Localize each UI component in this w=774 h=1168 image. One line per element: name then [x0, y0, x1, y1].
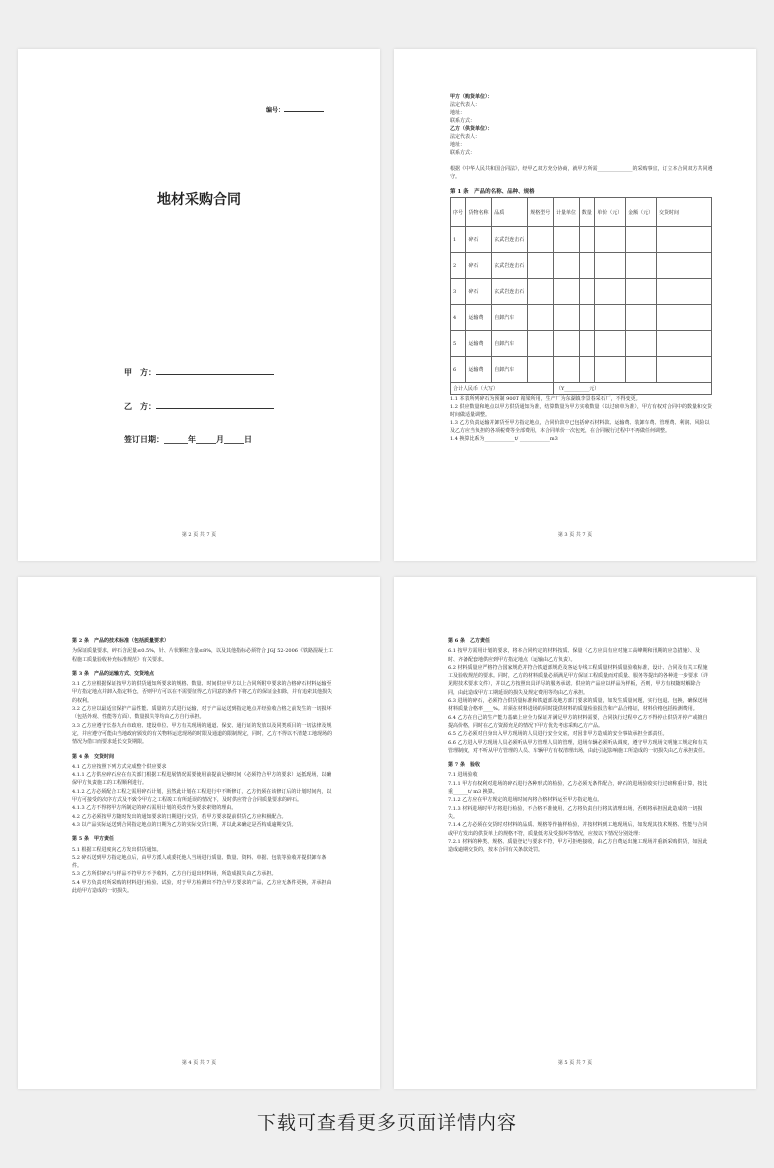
col-header: 交货时间 [657, 198, 712, 227]
cell: 玄武岩连击石 [492, 227, 528, 253]
clause-paragraph: 7.1.1 甲方有权利对进场的碎石进行各种形式的检验，乙方必须无条件配合，碎石的进场验收实行过磅称重计算，按比重______t/ m3 换算。 [448, 780, 708, 796]
note-paragraph: 1.1 本表所列碎石为预制 900T 箱梁所用，生产厂为东湖镇李景春采石厂，不得变更。 [450, 396, 641, 402]
party-b-label: 乙 方： [124, 401, 156, 411]
clause-paragraph: 4.1.1 乙方供应碎石应在有关部门根据工程进展情况需要使用前提前足够时间（必须符合甲方的要求）运抵现场，以确保甲方负责施工的工程顺利进行。 [72, 772, 332, 787]
party-a-field: 联系方式： [450, 118, 476, 124]
document-page-3 [394, 49, 756, 561]
party-b-title: 乙方（供货单位）： [450, 126, 493, 132]
party-b-field: 法定代表人： [450, 134, 481, 140]
note-paragraph: 1.3 乙方负责运输并卸货至甲方指定地点，合同价款中已包括碎石材料款、运输费、装卸车费、管理费、利润、风险以及乙方应当负担的各项税费等全部费用，本合同单价一次包死，在合同履行过程中不再做任何调整。 [450, 420, 710, 434]
col-header: 金额（元） [626, 198, 657, 227]
serial-number-label [266, 105, 324, 114]
table-header-row [451, 198, 712, 227]
article-heading: 第 7 条 验收 [448, 762, 480, 769]
clause-paragraph: 6.5 乙方必须对自身出入甲方现场的人员进行安全交底，对因非甲方造成的安全事故承担全部责任。 [448, 731, 668, 738]
cell: 3 [451, 279, 466, 305]
party-a-title: 甲方（购货单位）： [450, 94, 493, 100]
contract-intro: 根据《中华人民共和国合同法》，经甲乙双方充分协商，就甲方所需______________的采购事宜，订立本合同双方共同遵守。 [450, 166, 713, 180]
cell: 自卸汽车 [492, 357, 528, 383]
page-footer: 第 5 页 共 7 页 [557, 1060, 593, 1066]
table-row [451, 227, 712, 253]
clause-paragraph: 7.1.3 材料进场时甲方将进行检验，不合格不准使用，乙方将负责自行将其清理出场，否则将承担因此造成的一切损失。 [448, 805, 703, 820]
clause-paragraph: 4.1.2 乙方必须配合工程之需用碎石计划，虽然此计划在工程进行中不断修订，乙方仍须在该修订后的计划时间内，以甲方可接受的次序方式及不致令甲方之工程竣工有所延误的情况下，及时供应符合合同质量要求的碎石。 [72, 788, 332, 804]
serial-label-text: 编号： [265, 107, 284, 114]
col-header: 单价（元） [595, 198, 626, 227]
cell: 运输费 [466, 331, 492, 357]
clause-paragraph: 3.3 乙方应遵守长春九台市政府、建设单位、甲方有关现场的通道、保安、通行证的发放以及同类项目的一切法律及规定，并应遵守可能由当地政府颁发的有关物料运送现场的时限及通道的限制规定，同时，乙方不得以不清楚工地现场的情况为借口而要求延长交货期限。 [72, 722, 333, 746]
clause-paragraph: 4.3 以产品实际运送到合同指定地点的日期为乙方的实际交货日期，并以此来确定是否构成逾期交货。 [72, 821, 297, 828]
clause-paragraph: 7.1.2 乙方应在甲方规定的进场时间内将合格材料运至甲方指定地点。 [448, 797, 603, 804]
party-a-line [124, 367, 274, 378]
party-a-field: 法定代表人： [450, 102, 481, 108]
cell: 玄武岩连击石 [492, 253, 528, 279]
total-value: （Y__________元） [553, 383, 711, 395]
document-page-4 [18, 577, 380, 1089]
clause-paragraph: 5.4 甲方负责对所采购的材料进行检验、试验，对于甲方检测出不符合甲方要求的产品，乙方应无条件更换，并承担由此给甲方造成的一切损失。 [72, 879, 332, 895]
clause-paragraph: 4.2 乙方必须按甲方随时发出的通知要求的日期进行交货，若甲方要求提前供货乙方应积极配合。 [72, 813, 287, 820]
article-heading: 第 5 条 甲方责任 [72, 836, 114, 843]
page-footer: 第 2 页 共 7 页 [181, 532, 217, 538]
cell: 自卸汽车 [492, 331, 528, 357]
clause-paragraph: 6.1 按甲方需用计划的要求，将本合同约定的材料按质、保量（乙方应具有应对施工高峰期和汛期的应急措施）、及时、齐备配套地供应到甲方指定地点（运输由乙方负责）。 [448, 648, 701, 663]
party-a-label: 甲 方： [124, 367, 156, 377]
contract-title: 地材采购合同 [157, 192, 241, 208]
product-table [450, 197, 712, 395]
clause-paragraph: 7.1.4 乙方必须在交货时对材料的品质、规格等作抽样检验，并按材料到工地现场后，如发现其技术规格、性能与合同或甲方发出的供货单上的规格不符，质量低劣及受损坏等情况，应按以下情况分别处理： [448, 822, 708, 837]
document-page-2 [18, 49, 380, 561]
page-5-body [448, 631, 710, 854]
clause-paragraph: 5.1 根据工程进度向乙方发出供货通知。 [72, 846, 162, 853]
cell: 碎石 [466, 253, 492, 279]
table-row [451, 305, 712, 331]
cell: 碎石 [466, 227, 492, 253]
party-b-field: 地址： [450, 142, 466, 148]
col-header: 货物名称 [466, 198, 492, 227]
table-row [451, 357, 712, 383]
cell: 4 [451, 305, 466, 331]
note-paragraph: 1.4 换算比系为____________t/ ____________m3 [450, 436, 558, 442]
clause-paragraph: 4.1.3 乙方不得将甲方所制定的碎石需用计划的更改作为要求索赔的理由。 [72, 805, 237, 812]
clause-paragraph: 7.1 进场验收 [448, 772, 478, 779]
clause-paragraph: 6.4 乙方在自己的生产能力基础上应全力保证并满足甲方的材料需要，合同执行过程中乙方不得停止供货并停产或擅自提高价格，同时在乙方资源充足的情况下甲方优先考虑采购乙方产品。 [448, 714, 708, 729]
table-row [451, 253, 712, 279]
clause-paragraph: 3.1 乙方应根据保证按甲方的供货通知所要求的规格、数量、时间供应甲方以上合同所附中要求的合格碎石材料运输至甲方指定地点并卸入指定料仓，否则甲方可以在不需要征得乙方同意的条件下将乙方的保证金扣除，并有追索其他损失的权利。 [72, 681, 333, 704]
page-footer: 第 3 页 共 7 页 [557, 532, 593, 538]
cell: 5 [451, 331, 466, 357]
article-heading: 第 4 条 交货时间 [72, 753, 114, 760]
col-header: 序号 [451, 198, 466, 227]
cell: 1 [451, 227, 466, 253]
cell: 2 [451, 253, 466, 279]
cell: 自卸汽车 [492, 305, 528, 331]
sign-date: 签订日期：______年_____月_____日 [124, 434, 252, 444]
col-header: 品质 [492, 198, 528, 227]
col-header: 数量 [579, 198, 594, 227]
clause-paragraph: 6.2 材料质量应严格符合国家规范并符合铁道部规范及客运专线工程质量材料质量验收标准，设计、合同及有关工程施工及验收规范的要求。同时，乙方的材料质量必须满足甲方保证工程质量而对质量、服务等提出的各种进一步要求（详见附技术要求文件），并以乙方按照出具详尽的服务承诺。供应的产品应以样品为样板，否则，甲方有权随时解除合同，由此造成甲方工期延误的损失及规定费用等均由乙方承担。 [448, 664, 709, 696]
cell: 运输费 [466, 357, 492, 383]
page-footer: 第 4 页 共 7 页 [181, 1060, 217, 1066]
clause-paragraph: 4.1 乙方应按照下列方式完成整个供应要求 [72, 763, 167, 770]
page-4-body [72, 631, 334, 895]
clause-paragraph: 6.3 进场的碎石，必须符合供货量标准和铁道部及地方部门要求的质量，如发生质量问题，实行包退、包换，确保送场材料质量合格率____%。并须在材料进场的同时提供材料的质量检验报告和产品合格证，材料价格包括检测费用。 [448, 698, 708, 713]
table-row [451, 279, 712, 305]
clause-paragraph: 3.2 乙方应以最适宜保护产品性能、质量的方式进行运输，对于产品运送到指定地点并经验收合格之前发生的一切损坏（包括外观、性能等方面）、数量损失等均由乙方自行承担。 [72, 706, 332, 721]
article-heading: 第 6 条 乙方责任 [448, 638, 490, 644]
table-row [451, 331, 712, 357]
cell: 6 [451, 357, 466, 383]
clause-paragraph: 5.2 碎石送到甲方指定地点后，由甲方派人或委托他人当场进行质量、数量、资料、单据、包装等验收并提供卸车条件。 [72, 854, 327, 870]
col-header: 计量单位 [553, 198, 579, 227]
clause-paragraph: 5.3 乙方所供碎石与样品不符甲方不予收料，乙方自行退出材料场，所造成损失由乙方承担。 [72, 871, 277, 878]
cell: 玄武岩连击石 [492, 279, 528, 305]
party-b-line [124, 401, 274, 412]
clause-paragraph: 7.2.1 材料的种类、规格、质量登记与要求不符，甲方可拒绝接收，由乙方自费运出施工现场并重新采购供货，如因此造成逾期交货的，按本合同有关条款处罚。 [448, 838, 708, 854]
total-row [451, 383, 712, 395]
col-header: 规格型号 [528, 198, 554, 227]
party-b-field: 联系方式： [450, 150, 476, 156]
article-1-heading: 第 1 条 产品的名称、品种、规格 [450, 189, 535, 195]
party-a-field: 地址： [450, 110, 466, 116]
clause-paragraph: 6.6 乙方进入甲方现场人员必须听从甲方管理人员的管理，进场车辆必须听从调度，遵守甲方现场文明施工规定和有关管理制度，对不听从甲方管理的人员、车辆甲方有权清理出场，由此引起影响施工所造成的一切损失由乙方承担责任。 [448, 739, 709, 754]
total-label: 合计人民币（大写） [451, 383, 554, 395]
document-page-5 [394, 577, 756, 1089]
article-heading: 第 3 条 产品的运输方式、交货地点 [72, 670, 154, 677]
note-paragraph: 1.2 供应数量和地点以甲方供货通知为准，结算数量为甲方实收数量（以过磅单为准），甲方有权对合同中的数量和交货时间做适量调整。 [450, 404, 713, 418]
cell: 运输费 [466, 305, 492, 331]
cell: 碎石 [466, 279, 492, 305]
clause-paragraph: 为保证质量要求，碎石含泥量≤0.5%，针、片状颗粒含量≤8%，以及其他指标必须符合 JGJ 52-2006《铁路混凝土工程施工质量验收补充标准规范》有关要求。 [72, 648, 333, 663]
download-caption: 下载可查看更多页面详情内容 [256, 1112, 517, 1134]
article-heading: 第 2 条 产品的技术标准（包括质量要求） [72, 638, 169, 644]
